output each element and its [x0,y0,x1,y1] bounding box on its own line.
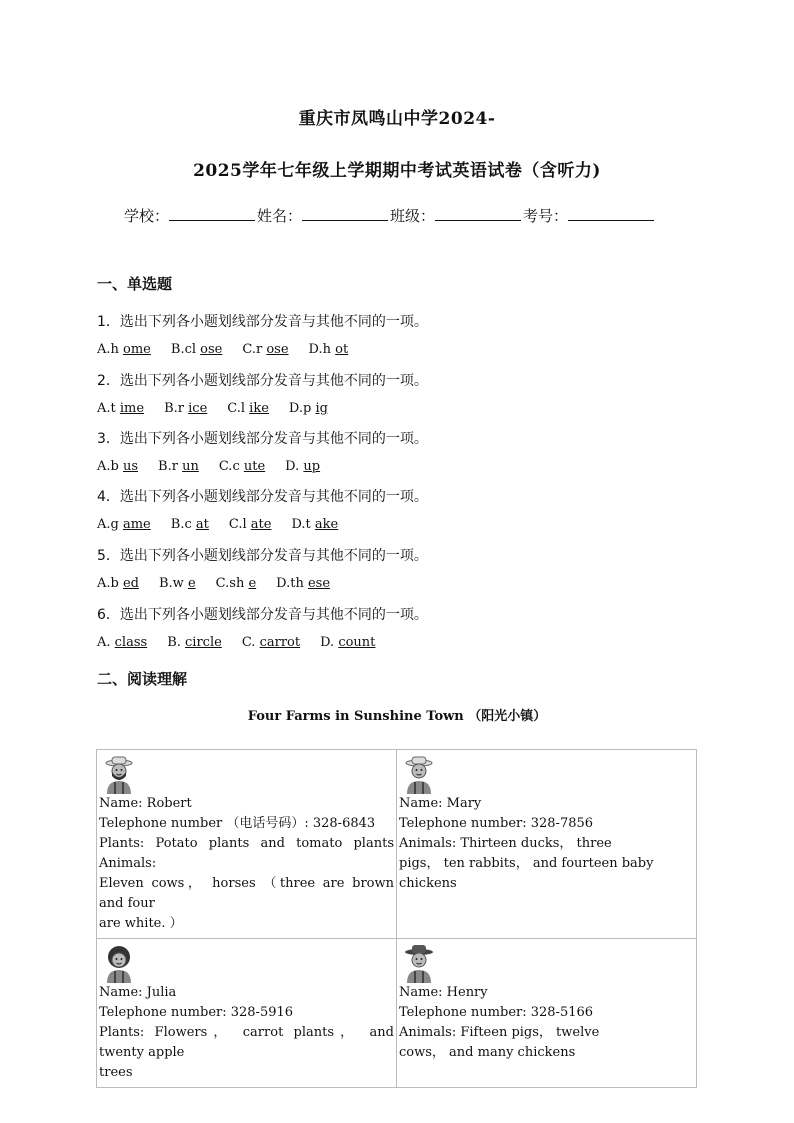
farm-info-line: chickens [399,876,457,891]
farm-info-line: Telephone number （电话号码）: 328-6843 [99,816,376,831]
option-A[interactable]: A.b us [97,459,139,474]
exam-title-line1: 重庆市凤鸣山中学2024- [298,109,496,129]
farm-info-line: Telephone number: 328-5916 [99,1005,294,1020]
question-options [97,635,395,650]
option-A[interactable]: A. class [97,635,148,650]
farm-info-text [99,794,394,934]
farm-info-line: Plants: Flowers， carrot plants， and twenty apple [99,1025,394,1060]
number-label: 考号： [523,207,569,225]
name-label: 姓名： [257,207,303,225]
farm-info-line: Name: Henry [399,985,488,1000]
farm-info-line: trees [99,1065,133,1080]
number-blank[interactable] [568,206,654,221]
farm-cell [397,750,697,939]
exam-title-line2: 2025学年七年级上学期期中考试英语试卷（含听力) [193,161,601,181]
farm-cell [97,939,397,1088]
school-label: 学校： [124,207,170,225]
option-C[interactable]: C.sh e [215,576,257,591]
option-B[interactable]: B. circle [167,635,222,650]
passage-title: Four Farms in Sunshine Town （阳光小镇） [247,709,547,724]
farm-info-line: Telephone number: 328-7856 [399,816,594,831]
option-C[interactable]: C.r ose [242,342,289,357]
question-options [97,517,358,532]
farms-table [96,749,697,1088]
farmer-girl-icon [103,943,135,983]
question-options [97,401,348,416]
option-D[interactable]: D.h ot [308,342,349,357]
farm-info-line: Eleven cows， horses （three are brown and four [99,876,394,911]
question-options [97,342,368,357]
farm-info-line: pigs， ten rabbits， and fourteen baby [399,856,654,871]
question-stem: 4．选出下列各小题划线部分发音与其他不同的一项。 [97,489,428,505]
farm-info-text [99,983,394,1083]
option-B[interactable]: B.r un [158,459,199,474]
option-B[interactable]: B.r ice [164,401,208,416]
farm-info-line: are white. ） [99,916,183,931]
farm-info-line: Name: Robert [99,796,192,811]
option-C[interactable]: C.c ute [218,459,266,474]
option-B[interactable]: B.cl ose [170,342,223,357]
farm-cell [397,939,697,1088]
farm-info-line: Name: Julia [99,985,177,1000]
option-A[interactable]: A.h ome [97,342,151,357]
option-D[interactable]: D. up [285,459,321,474]
farm-info-line: Plants: Potato plants and tomato plants Animals: [99,836,394,871]
farm-info-line: cows， and many chickens [399,1045,576,1060]
question-stem: 2．选出下列各小题划线部分发音与其他不同的一项。 [97,373,428,389]
option-A[interactable]: A.g ame [97,517,151,532]
farmer-woman-icon [403,754,435,794]
farm-info-line: Animals: Fifteen pigs， twelve [399,1025,600,1040]
farm-info-text [399,983,694,1063]
option-D[interactable]: D.p ig [288,401,328,416]
question-options [97,576,350,591]
option-A[interactable]: A.b ed [97,576,139,591]
farm-info-line: Telephone number: 328-5166 [399,1005,594,1020]
option-C[interactable]: C. carrot [241,635,301,650]
option-A[interactable]: A.t ime [97,401,145,416]
option-D[interactable]: D.th ese [276,576,331,591]
option-B[interactable]: B.c at [170,517,209,532]
name-blank[interactable] [302,206,388,221]
section2-heading: 二、阅读理解 [97,670,188,688]
question-stem: 6．选出下列各小题划线部分发音与其他不同的一项。 [97,607,428,623]
question-options [97,459,340,474]
farm-info-line: Name: Mary [399,796,482,811]
school-blank[interactable] [169,206,255,221]
option-C[interactable]: C.l ate [228,517,272,532]
farm-cell [97,750,397,939]
question-stem: 3．选出下列各小题划线部分发音与其他不同的一项。 [97,431,428,447]
class-blank[interactable] [435,206,521,221]
option-D[interactable]: D.t ake [291,517,339,532]
option-D[interactable]: D. count [320,635,376,650]
class-label: 班级： [390,207,436,225]
farmer-man-icon [103,754,135,794]
question-stem: 1．选出下列各小题划线部分发音与其他不同的一项。 [97,314,428,330]
farmer-hat-man-icon [403,943,435,983]
farm-info-text [399,794,694,894]
question-stem: 5．选出下列各小题划线部分发音与其他不同的一项。 [97,548,428,564]
farm-info-line: Animals: Thirteen ducks， three [399,836,612,851]
option-C[interactable]: C.l ike [227,401,269,416]
option-B[interactable]: B.w e [159,576,196,591]
section1-heading: 一、单选题 [97,275,173,293]
student-info-row [124,205,656,226]
